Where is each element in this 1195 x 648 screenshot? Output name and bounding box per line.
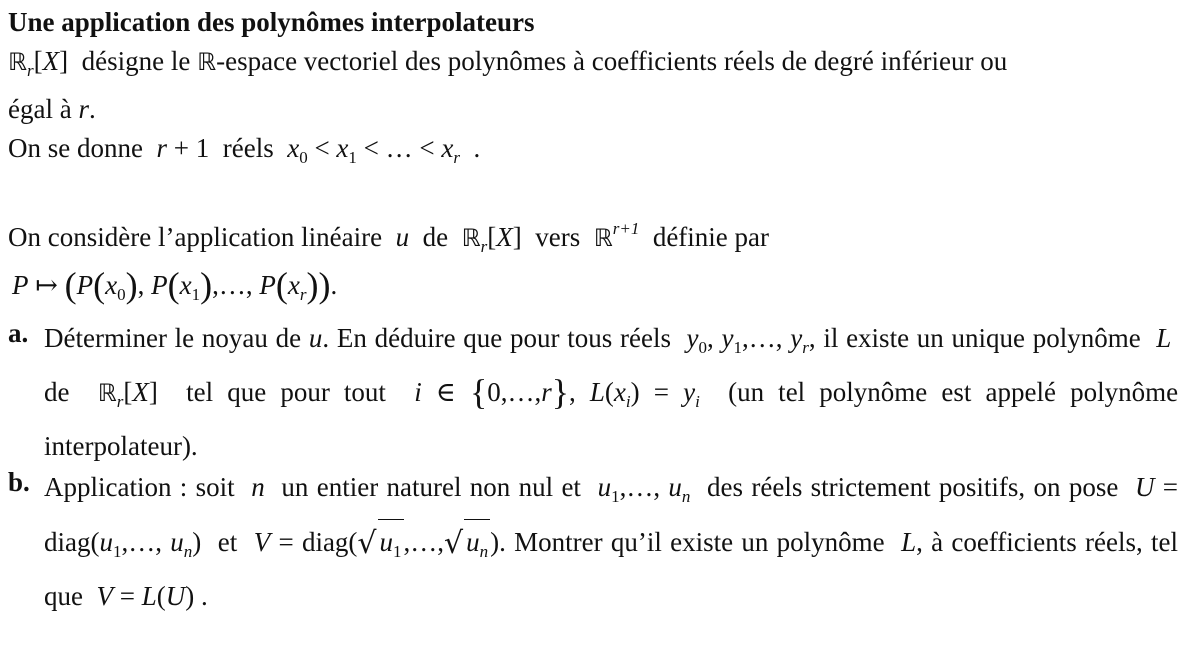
question-a-text-4: de <box>44 377 70 407</box>
question-a-text-2: . En déduire que pour tous réels <box>322 323 671 353</box>
intro-text-1: désigne le <box>81 46 191 76</box>
intro-text-3: égal à <box>8 94 72 124</box>
intro-line-1: ℝ$_r$[X] désigne le ℝ-espace vectoriel des polynômes à coefficients réels de degré inférieur ou <box>8 46 1008 80</box>
para2-text-a: On considère l’application linéaire <box>8 222 383 252</box>
question-b: b. Application : soit n un entier naturel non nul et $u_1,\dots$, $u_n$ des réels strictement positifs, on pose $U = diag(u_1,\dots$, $u_n$) et V = diag(√ $u_1,\dots,√$ $u_n$). Montrer qu’il existe un polynôme L, à coefficients réels, tel que V = L(U) . <box>8 467 1179 611</box>
intro-line-3: On se donne r + 1 réels $x_0 < x_1$ < … < $x_r$ . <box>8 133 481 167</box>
exercise-title: Une application des polynômes interpolateurs <box>8 7 535 37</box>
question-b-text-3: des réels strictement positifs, on pose <box>707 472 1119 502</box>
question-b-text-5: . Montrer qu’il existe un polynôme <box>499 527 885 557</box>
question-a-text-1: Déterminer le noyau de <box>44 323 302 353</box>
question-b-label: b. <box>8 467 30 497</box>
para2-text-d: définie par <box>652 222 770 252</box>
intro-text-4: On se donne <box>8 133 143 163</box>
para2-text-c: vers <box>535 222 581 252</box>
question-b-text-1: Application : soit <box>44 472 235 502</box>
question-b-text-6: , à coefficients réels, tel que <box>44 527 1178 611</box>
question-a-text-5: tel que pour tout <box>186 377 386 407</box>
question-a: a. Déterminer le noyau de u. En déduire que pour tous réels $y_0$, $y_1,\dots$, $y_r$, il existe un unique polynôme L de ℝ$_r$[X] tel que pour tout i ∈ {0,…,r}, $L(x_i) = y_i$ (un tel polynôme est appelé polynôme interpolateur). <box>8 318 1179 461</box>
map-formula: P ↦ ($P(x_0)$, $P(x_1),\dots$, $P(x_r)$). <box>12 265 338 305</box>
question-a-text-3: , il existe un unique polynôme <box>808 323 1141 353</box>
exercise-page <box>8 2 1178 619</box>
question-b-text-4: et <box>217 527 238 557</box>
question-b-text-2: un entier naturel non nul et <box>281 472 581 502</box>
question-a-label: a. <box>8 318 29 348</box>
question-a-text-6: (un tel polynôme est appelé polynôme interpolateur). <box>44 377 1179 461</box>
para2-line-1: On considère l’application linéaire u de ℝ$_r$[X] vers ℝ$^{r+1}$ définie par <box>8 219 770 256</box>
intro-line-2: égal à r. <box>8 94 96 124</box>
intro-text-5: réels <box>222 133 274 163</box>
intro-text-2: -espace vectoriel des polynômes à coefficients réels de degré inférieur ou <box>216 46 1008 76</box>
para2-text-b: de <box>422 222 449 252</box>
